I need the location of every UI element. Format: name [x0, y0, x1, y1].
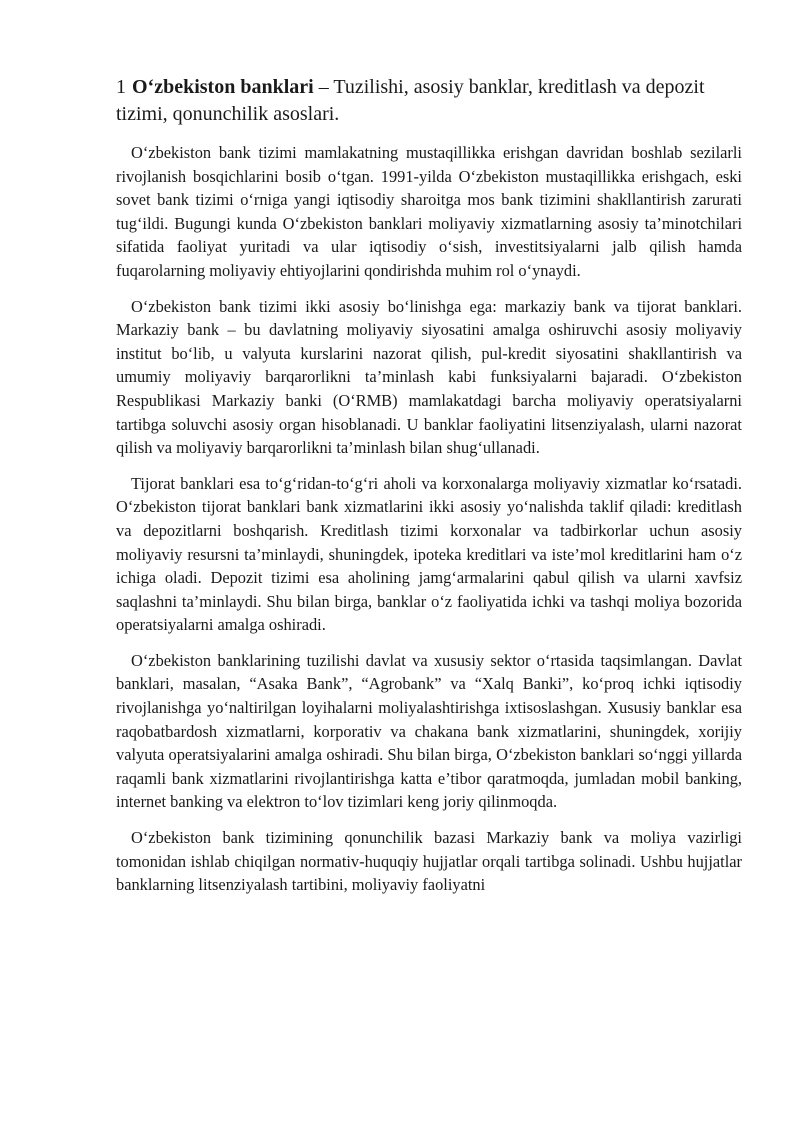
section-heading: [116, 74, 742, 128]
section-title-bold: O‘zbekiston banklari: [132, 76, 314, 98]
paragraph-structure: O‘zbekiston banklarining tuzilishi davlat va xususiy sektor o‘rtasida taqsimlangan. Davlat banklari, masalan, “Asaka Bank”, “Agrobank” va “Xalq Banki”, ko‘proq ichki iqtisodiy rivojlanishga yo‘naltirilgan loyihalarni moliyalashtirishga ixtisoslashgan. Xususiy banklar esa raqobatbardosh xizmatlarni, korporativ va chakana bank xizmatlarini, shuningdek, xorijiy valyuta operatsiyalarini amalga oshiradi. Shu bilan birga, O‘zbekiston banklari so‘nggi yillarda raqamli bank xizmatlarini rivojlantirishga katta e’tibor qaratmoqda, jumladan mobil banking, internet banking va elektron to‘lov tizimlari keng joriy qilinmoqda.: [116, 650, 742, 812]
document-page: [116, 74, 742, 909]
paragraph-central-bank: O‘zbekiston bank tizimi ikki asosiy bo‘linishga ega: markaziy bank va tijorat banklari. Markaziy bank – bu davlatning moliyaviy siyosatini amalga oshiruvchi asosiy moliyaviy institut bo‘lib, u valyuta kurslarini nazorat qilish, pul-kredit siyosatini shakllantirish va umumiy moliyaviy barqarorlikni ta’minlash kabi funksiyalarni bajaradi. O‘zbekiston Respublikasi Markaziy banki (O‘RMB) mamlakatdagi barcha moliyaviy operatsiyalarni tartibga soluvchi asosiy organ hisoblanadi. U banklar faoliyatini litsenziyalash, ularni nazorat qilish va moliyaviy barqarorlikni ta’minlash bilan shug‘ullanadi.: [116, 296, 742, 458]
paragraph-history: O‘zbekiston bank tizimi mamlakatning mustaqillikka erishgan davridan boshlab sezilarli rivojlanish bosqichlarini bosib o‘tgan. 1991-yilda O‘zbekiston mustaqillikka erishgach, eski sovet bank tizimi o‘rniga yangi iqtisodiy sharoitga mos bank tizimini shakllantirish zarurati tug‘ildi. Bugungi kunda O‘zbekiston banklari moliyaviy xizmatlarning asosiy ta’minotchilari sifatida faoliyat yuritadi va ular iqtisodiy o‘sish, investitsiyalarni jalb qilish hamda fuqarolarning moliyaviy ehtiyojlarini qondirishda muhim rol o‘ynaydi.: [116, 143, 742, 280]
paragraph-legislation: O‘zbekiston bank tizimining qonunchilik bazasi Markaziy bank va moliya vazirligi tomonidan ishlab chiqilgan normativ-huquqiy hujjatlar orqali tartibga solinadi. Ushbu hujjatlar banklarning litsenziyalash tartibini, moliyaviy faoliyatni: [116, 828, 742, 895]
section-number: 1: [116, 76, 126, 98]
section-title-rest: – Tuzilishi, asosiy banklar, kreditlash va depozit tizimi, qonunchilik asoslari.: [116, 76, 705, 125]
paragraph-commercial-banks: Tijorat banklari esa to‘g‘ridan-to‘g‘ri aholi va korxonalarga moliyaviy xizmatlar ko‘rsatadi. O‘zbekiston tijorat banklari bank xizmatlarini ikki asosiy yo‘nalishda taklif qiladi: kreditlash va depozitlarni boshqarish. Kreditlash tizimi korxonalar va tadbirkorlar uchun asosiy moliyaviy resursni ta’minlaydi, shuningdek, ipoteka kreditlari va iste’mol kreditlarini ham o‘z ichiga oladi. Depozit tizimi esa aholining jamg‘armalarini qabul qilish va ularni xavfsiz saqlashni ta’minlaydi. Shu bilan birga, banklar o‘z faoliyatida ichki va tashqi moliya bozorida operatsiyalarni amalga oshiradi.: [116, 473, 742, 635]
